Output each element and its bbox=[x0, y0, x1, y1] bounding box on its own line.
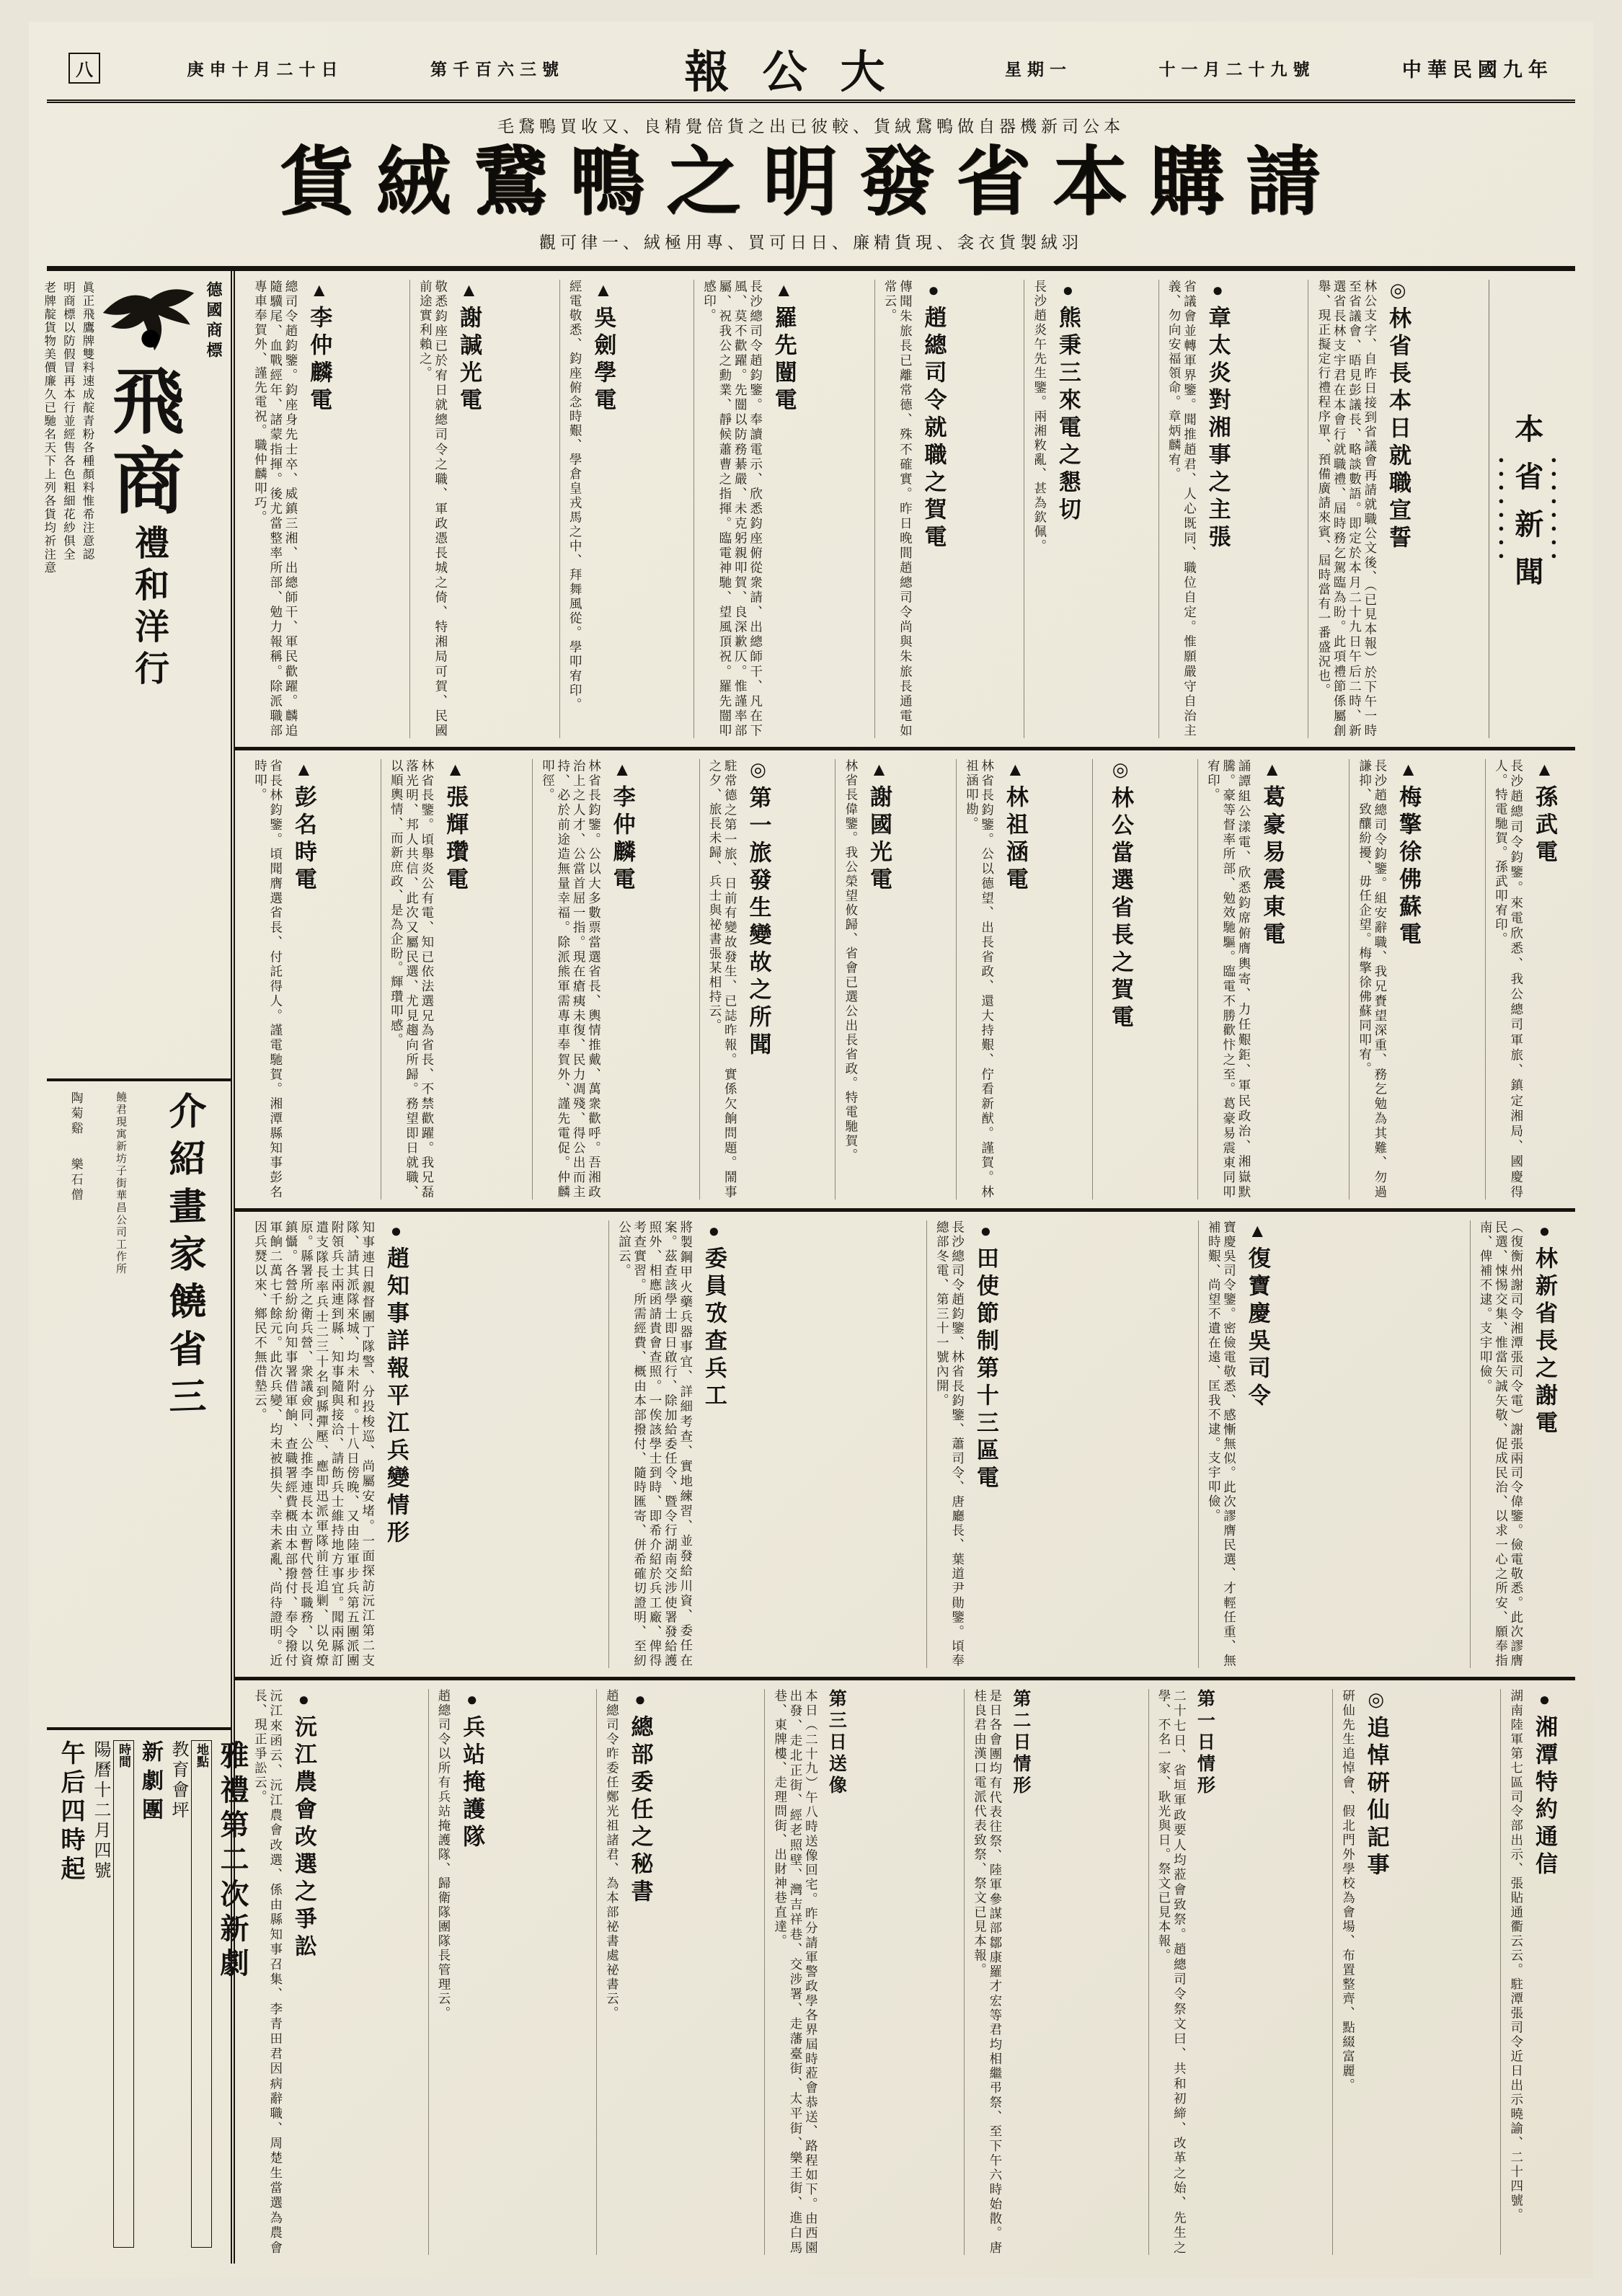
headline: 彭名時電 bbox=[291, 784, 316, 895]
yali-theater-ad bbox=[47, 1727, 249, 2264]
article-body: 長沙總司令趙鈞鑒。奉讀電示、欣悉鈞座俯從衆請、出總師干、凡在下風、莫不歡躍。先闓以防務綦嚴、未克躬親叩賀、良深歉仄。惟謹率部屬、祝我公之勳業、靜候蕭曹之指揮。臨電神馳、望風頂祝。羅先闓叩感印。 bbox=[702, 279, 763, 738]
sidebar-ads bbox=[42, 271, 249, 2264]
venue-value: 教育會坪 bbox=[169, 1739, 187, 1821]
article-zhang-taiyan bbox=[1158, 280, 1238, 738]
headline-marker: ▲ bbox=[309, 279, 330, 306]
introducer-name: 樂石僧 bbox=[68, 1157, 83, 1203]
ad-char-shang: 商 bbox=[112, 442, 185, 523]
article-body: 林省長鈞鑒。公以德望、出長省政、還大持艱、佇看新猷。謹賀。林祖涵叩勘。 bbox=[965, 758, 995, 1200]
firm-name: 禮和洋行 bbox=[129, 524, 168, 692]
headline: 沅江農會改選之爭訟 bbox=[291, 1714, 316, 1962]
article-memorial-day3-portrait bbox=[764, 1689, 860, 2255]
ad-note-right: 眞正飛鷹牌雙料速成靛青粉各種顏料惟希注意認 bbox=[81, 280, 94, 562]
headline-marker: ● bbox=[1533, 1688, 1555, 1715]
headline: 吳劍學電 bbox=[590, 305, 616, 415]
news-content bbox=[235, 271, 1575, 2264]
ad-copy-top: 本公司新機器自做鴨鵞絨貨、較彼已出之貨倍覺精良、又收買鴨鵞毛 bbox=[497, 118, 1125, 136]
article-body: 二十七日、省垣軍政要人均蒞會致祭。趙總司令祭文曰、共和初締、改革之始、先生之學、不名一家、耿光與日。祭文已見本報。 bbox=[1156, 1688, 1187, 2255]
headline-marker: ● bbox=[975, 1220, 996, 1246]
masthead-date-lunar: 庚申十月二十日 bbox=[187, 60, 344, 79]
article-memorial-day2 bbox=[964, 1689, 1045, 2255]
telegram-reply-baoqing bbox=[1198, 1220, 1278, 1668]
article-body: 林省長鑒。頃舉炎公有電、知已依法選兄為省長、不禁歡躍。我兄磊落光明、邦人共信、此次又屬民選、尤見趨向所歸。務望即日就職、以順輿情、而新庶政、是為企盼。輝瓚叩感。 bbox=[389, 758, 435, 1200]
telegram-sun-wu bbox=[1485, 759, 1565, 1200]
article-body: 本日（二十九）午八時送像回宅。昨分請軍警政學各界屆時蒞會恭送、路程如下。由西園出發、走北正街、經老照壁、灣吉祥巷、交涉署、走藩臺街、太平街、樂王街、進白馬巷、東牌樓、走理問街、出財神巷直達。 bbox=[773, 1688, 819, 2255]
article-governor-inauguration bbox=[1308, 280, 1419, 738]
ad-copy-bottom: 羽絨製貨衣衾、現貨精廉、日日可買、專用極絨、一律可觀 bbox=[539, 233, 1083, 252]
time-label: 時間 bbox=[113, 1740, 134, 2248]
article-tian-district13 bbox=[926, 1220, 1006, 1668]
headline-marker: ● bbox=[923, 279, 944, 306]
article-body: 林公支字、自昨日接到省議會再請就職公文後、（已見本報）於下午一時至省議會、晤見彭議長、略談數語。即定於本月二十九日午后二時、新選省長林支宇君在本會行就職禮、屆時務乞駕臨為盼。此項禮節係屬創舉、現正擬定行禮程序單、預備廣請來賓、屆時當有一番盛況也。 bbox=[1316, 279, 1378, 738]
article-body: 趙總司令昨委任鄭光祖諸君、為本部祕書處祕書云。 bbox=[605, 1688, 620, 2021]
carlowitz-dye-ad bbox=[42, 271, 231, 1078]
article-body: 林省長偉鑒。我公榮望攸歸、省會已選公出長省政。特電馳賀。 bbox=[843, 758, 859, 1163]
article-body: 省議會並轉軍界鑒。聞推趙君、人心既同、職位自定。惟願嚴守自治主義、勿向安福領命。章炳麟宥。 bbox=[1167, 279, 1197, 738]
flying-eagle-icon bbox=[94, 281, 203, 360]
article-body: 省長林鈞鑒。頃聞膺選省長、付託得人。謹電馳賀。湘潭縣知事彭名時叩。 bbox=[253, 758, 283, 1200]
headline: 林祖涵電 bbox=[1002, 784, 1028, 895]
telegram-xie-guoguang bbox=[835, 759, 900, 1200]
headline: 林新省長之謝電 bbox=[1532, 1246, 1557, 1438]
date-value: 陽曆十二月四號 bbox=[91, 1739, 110, 1881]
article-body: 駐常德之第一旅、日前有變故發生、已誌昨報。實係欠餉問題。鬧事之夕、旅長未歸、兵士與祕書張某相持云。 bbox=[707, 758, 738, 1200]
masthead-issue-no: 第千百六三號 bbox=[430, 60, 564, 79]
article-body: 長沙趙總司令鈞鑒。來電欣悉、我公總司軍旅、鎮定湘局、國慶得人。特電馳賀。孫武叩宥印。 bbox=[1494, 758, 1524, 1200]
headline-marker: ▲ bbox=[1398, 758, 1419, 785]
headline-marker: ▲ bbox=[1533, 758, 1555, 785]
headline: 第一旅發生變故之所聞 bbox=[745, 785, 771, 1060]
telegram-luo-xiankai bbox=[693, 280, 805, 738]
ad-char-fei: 飛 bbox=[112, 362, 185, 443]
headline-marker: ◎ bbox=[1110, 758, 1132, 786]
telegram-xie-xianguang bbox=[409, 280, 489, 738]
headline-marker: ◎ bbox=[748, 758, 769, 786]
article-body: 硏仙先生追悼會、假北門外學校為會場、布置整齊、點綴富麗。 bbox=[1341, 1688, 1356, 2093]
telegram-wu-jianxue bbox=[559, 280, 624, 738]
article-body: 誦譚組公漾電、欣悉鈞席俯膺輿寄、力任艱鉅、軍民政治、湘嶽默騰。豪等督率所部、勉效馳驅。臨電不勝歡忭之至。葛豪易震東同叩宥印。 bbox=[1206, 758, 1252, 1200]
article-body: 是日各會團均有代表往祭、陸軍參謀部鄒康羅才宏等君均相繼弔祭、至下午六時始散。唐桂良君由漢口電派代表致祭、祭文已見本報。 bbox=[972, 1688, 1003, 2255]
trademark-label: 德國商標 bbox=[205, 280, 223, 362]
headline-marker: ● bbox=[1207, 279, 1228, 306]
headline: 總部委任之秘書 bbox=[627, 1714, 653, 1907]
article-body: 總司令趙鈞鑒。鈞座身先士卒、威鎮三湘、出總師干、軍民歡躍。麟追隨驥尾、血戰經年、諸蒙指揮。後尤當整率所部、勉力報稱。除派職部專車奉賀外、謹先電祝。職仲麟叩巧。 bbox=[253, 279, 299, 738]
article-body: 趙總司令以所有兵站掩護隊、歸衛隊團隊長管理云。 bbox=[437, 1688, 452, 2021]
headline-marker: ● bbox=[703, 1220, 724, 1246]
article-body: 寶慶吳司令鑒。密儉電敬悉、感慚無似。此次謬膺民選、才輕任重、無補時艱、尚望不遺在遠、匡我不逮。支宇叩儉。 bbox=[1207, 1220, 1237, 1668]
headline-marker: ● bbox=[629, 1688, 651, 1715]
masthead bbox=[47, 36, 1575, 103]
article-body: 長沙總司令趙鈞鑒、林省長鈞鑒、蕭司令、唐廳長、葉道尹勛鑒。頃奉總部冬電、第三十一號內開。 bbox=[935, 1220, 965, 1668]
telegram-mei-xu bbox=[1349, 759, 1429, 1200]
article-arsenal-inspection bbox=[608, 1220, 735, 1668]
telegram-lin-zuhan bbox=[956, 759, 1036, 1200]
article-xiangtan-correspondence bbox=[1500, 1689, 1565, 2255]
telegram-li-zhonglin-1 bbox=[245, 280, 340, 738]
headline: 謝諴光電 bbox=[456, 305, 482, 415]
article-body: （復衡州謝司令湘潭張司令電）謝張兩司令偉鑒。儉電敬悉。此次謬膺民選、悚惕交集、惟當矢誠矢敬、促成民治、以求一心之所安、願奉指南、俾補不逮。支宇叩儉。 bbox=[1479, 1220, 1524, 1668]
headline: 田使節制第十三區電 bbox=[972, 1246, 998, 1493]
headline: 孫武電 bbox=[1531, 784, 1557, 867]
article-yuanjiang-lawsuit bbox=[245, 1689, 324, 2255]
headline-marker: ▲ bbox=[458, 279, 479, 306]
headline: 湘潭特約通信 bbox=[1531, 1714, 1557, 1879]
article-brigade-incident bbox=[699, 759, 779, 1200]
headline-marker: ● bbox=[1534, 1220, 1555, 1246]
sub-headline: 第一日情形 bbox=[1195, 1688, 1215, 1797]
telegram-ge-yi bbox=[1197, 759, 1293, 1200]
article-zhao-congrats bbox=[874, 280, 954, 738]
headline: 張輝瓚電 bbox=[443, 784, 469, 895]
headline-marker: ▲ bbox=[611, 758, 633, 785]
headline: 熊秉三來電之懇切 bbox=[1055, 305, 1081, 525]
news-band-2 bbox=[235, 747, 1575, 1208]
headline: 兵站掩護隊 bbox=[459, 1714, 485, 1852]
ornament-dots: ●●●●●●●● bbox=[1548, 453, 1559, 564]
newspaper-page bbox=[29, 22, 1593, 2278]
article-escort-unit bbox=[428, 1689, 493, 2255]
ad-note-mid: 明商標以防假冒再本行並經售各色粗細花紗俱全 bbox=[61, 280, 76, 562]
headline-marker: ● bbox=[385, 1220, 407, 1246]
headline-marker: ▲ bbox=[869, 758, 890, 785]
headline-marker: ◎ bbox=[1365, 1688, 1387, 1716]
headline: 梅擎徐佛蘇電 bbox=[1396, 784, 1422, 949]
news-band-3 bbox=[235, 1208, 1575, 1677]
theater-ad-title: 雅禮第二次新劇 bbox=[216, 1739, 249, 1982]
sub-headline: 第二日情形 bbox=[1010, 1688, 1030, 1797]
article-memorial-day1 bbox=[1148, 1689, 1229, 2255]
masthead-weekday: 星期一 bbox=[1004, 60, 1072, 79]
headline-marker: ▲ bbox=[593, 279, 614, 306]
painter-ad-note: 饒君現寓新坊子街華昌公司工作所 bbox=[114, 1091, 126, 1275]
headline-marker: ▲ bbox=[445, 758, 466, 785]
page-number: 八 bbox=[68, 53, 100, 84]
section-title: 本省新聞 bbox=[1510, 413, 1543, 604]
troupe-name: 新劇團 bbox=[138, 1739, 162, 1827]
article-memorial-yanxian bbox=[1332, 1689, 1397, 2255]
headline: 羅先闓電 bbox=[771, 305, 797, 415]
down-goods-ad-banner bbox=[47, 103, 1575, 271]
article-body: 敬悉鈞座已於宥日就總司令之職、軍政憑長城之倚、特湘局可賀、民國前途實利賴之。 bbox=[418, 279, 448, 738]
venue-label: 地點 bbox=[191, 1740, 212, 2248]
showtime-value: 午后四時起 bbox=[57, 1739, 84, 1884]
headline: 李仲麟電 bbox=[609, 784, 635, 895]
headline: 葛豪易震東電 bbox=[1259, 784, 1285, 949]
paper-title: 大公報 bbox=[684, 48, 918, 97]
headline: 謝國光電 bbox=[867, 784, 892, 895]
headline-marker: ▲ bbox=[293, 758, 314, 785]
ornament-dots: ●●●●●●●● bbox=[1495, 453, 1507, 564]
article-hq-secretary bbox=[596, 1689, 661, 2255]
ad-note-left: 老牌靛貨物美價廉久已馳名天下上列各貨均祈注意 bbox=[42, 280, 56, 575]
article-body: 將製鋼甲火藥兵器事宜、詳細考查、實地練習、並發給川資、委任在案。茲查該學士即日啟行、除加給委任令、暨令行湖南交涉使署發給護照外、相應函請貴會查照。一俟該學士到時、即希介紹於兵工廠、俾得考查實習。所需經費、概由本部撥付、隨時匯寄、併希確切證明、至紉公誼云。 bbox=[617, 1220, 693, 1668]
article-lin-thanks bbox=[1470, 1220, 1565, 1668]
article-body: 經電敬悉、鈞座俯念時艱、學倉皇戎馬之中、拜舞風從。學叩宥印。 bbox=[568, 279, 583, 712]
headline: 趙總司令就職之賀電 bbox=[921, 305, 947, 552]
article-body: 傳聞朱旅長已離常德、殊不確實。昨日晚間趙總司令尚與朱旅長通電如常云。 bbox=[882, 279, 913, 738]
news-band-1 bbox=[235, 271, 1575, 747]
headline: 追悼硏仙記事 bbox=[1363, 1715, 1389, 1880]
article-xiong-bingsan bbox=[1024, 280, 1089, 738]
headline: 林省長本日就職宣誓 bbox=[1386, 306, 1412, 553]
headline: 委員攷查兵工 bbox=[701, 1246, 727, 1411]
news-band-4 bbox=[235, 1677, 1575, 2264]
article-body: 知事連日親督團丁隊警、分投梭巡、尚屬安堵。一面探訪沅江第二支隊、請其派隊來城、均未附和。十八日傍晚、又由陸軍步兵第五團派團附領兵士兩連到縣、知事隨與接洽、請飭兵士維持地方事宜。聞兩縣訂遣支隊長率兵士二三十名到縣彈壓、應即迅派軍隊前往追剿、以免燎原。縣署所之衛兵營、衆議僉同、公推李連長本立暫代營長職務、以資鎮懾。各營紛紛向知事署借軍餉、查職署經費概由本部撥付、奉令撥付軍餉二萬七千餘元。此次兵變、均未被損失、幸未紊亂、尚待證明。近因兵燹以來、鄉民不無借墊云。 bbox=[253, 1220, 376, 1668]
masthead-date-cn: 中華民國九年 bbox=[1401, 58, 1554, 81]
headline-marker: ● bbox=[1057, 279, 1078, 306]
introducer-name: 陶菊谿 bbox=[68, 1091, 83, 1137]
headline: 李仲麟電 bbox=[306, 305, 332, 415]
headline: 趙知事詳報平江兵變情形 bbox=[383, 1246, 409, 1548]
headline-marker: ▲ bbox=[1246, 1220, 1268, 1246]
telegram-peng-mingshi bbox=[245, 759, 324, 1200]
section-header-local-news bbox=[1489, 280, 1565, 738]
headline-marker: ▲ bbox=[1262, 758, 1283, 785]
ad-headline: 請購本省發明之鴨鵞絨貨 bbox=[279, 141, 1342, 224]
article-body: 長沙趙總司令鈞鑒。組安辭職、我兄賚望深重、務乞勉為其難、勿過謙抑、致釀紛擾、毋任企望。梅擎徐佛蘇同叩宥。 bbox=[1357, 758, 1388, 1200]
headline: 林公當選省長之賀電 bbox=[1108, 785, 1134, 1032]
sub-headline: 第三日送像 bbox=[826, 1688, 846, 1797]
painter-ad-title: 介紹畫家饒省三 bbox=[163, 1090, 205, 1425]
article-body: 林省長鈞鑒。公以大多數票當選省長、輿情推戴、萬衆歡呼。吾湘政治上之人才、公當首屈一指。現在瘡痍未復、民力凋殘、得公出而主持、必於前途造無量幸福。除派熊軍需專車奉賀外、謹先電促。仲麟叩徑。 bbox=[541, 758, 602, 1200]
headline-marker: ● bbox=[461, 1688, 483, 1715]
painter-intro-ad bbox=[47, 1078, 231, 1727]
article-body: 湖南陸軍第七區司令部出示、張貼通衢云云。駐潭張司令近日出示曉諭、二十四號。 bbox=[1509, 1688, 1524, 2222]
headline-marker: ● bbox=[293, 1688, 314, 1715]
headline-marker: ▲ bbox=[773, 279, 794, 306]
headline-marker: ◎ bbox=[1388, 279, 1409, 306]
headline: 復寶慶吳司令 bbox=[1244, 1246, 1270, 1411]
article-body: 長沙趙炎午先生鑒。兩湘敉亂、甚為欽佩。 bbox=[1032, 279, 1047, 554]
telegram-li-zhonglin-2 bbox=[532, 759, 643, 1200]
article-body: 沅江來函云、沅江農會改選、係由縣知事召集、李青田君因病辭職、周楚生當選為農會長、現正爭訟云。 bbox=[253, 1688, 283, 2255]
headline: 章太炎對湘事之主張 bbox=[1205, 305, 1231, 552]
article-lin-congrats-header bbox=[1092, 759, 1141, 1200]
masthead-date-day: 十一月二十九號 bbox=[1158, 60, 1316, 79]
headline-marker: ▲ bbox=[1004, 758, 1026, 785]
telegram-zhang-huizan bbox=[381, 759, 476, 1200]
article-pingjiang-mutiny bbox=[245, 1220, 417, 1668]
